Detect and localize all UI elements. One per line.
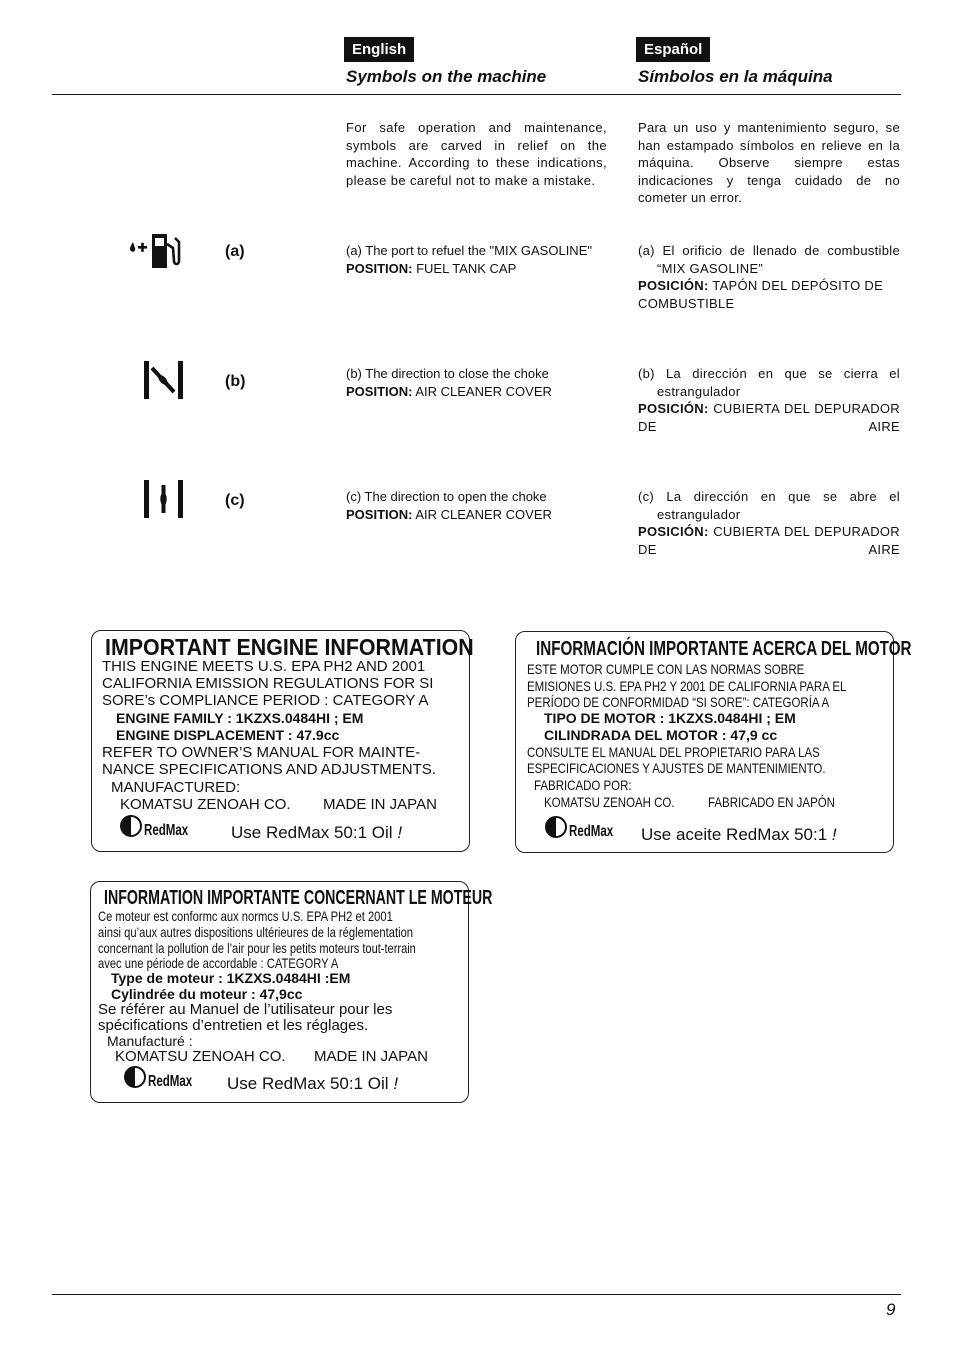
spanish-label-line: ESTE MOTOR CUMPLE CON LAS NORMAS SOBRE [527, 661, 805, 677]
french-label-manufacturer: KOMATSU ZENOAH CO. [115, 1048, 286, 1065]
english-label-line: THIS ENGINE MEETS U.S. EPA PH2 AND 2001 [102, 658, 426, 675]
spanish-language-tag: Español [636, 37, 710, 62]
spanish-label-line: PERÍODO DE CONFORMIDAD “SI SORE”: CATEGORÍA A [527, 694, 830, 710]
french-label-line: spécifications d’entretien et les réglages. [98, 1017, 369, 1034]
english-label-engine-family: ENGINE FAMILY : 1KZXS.0484HI ; EM [116, 710, 364, 726]
symbol-c-label: (c) [225, 492, 245, 509]
english-label-origin: MADE IN JAPAN [323, 796, 437, 813]
spanish-intro: Para un uso y mantenimiento seguro, se han estampado símbolos en relieve en la máquina. Observe siempre estas indicaciones y tenga cuidado de no cometer un error. [638, 120, 900, 205]
english-label-manufacturer: KOMATSU ZENOAH CO. [120, 796, 291, 813]
symbol-a-english-text: (a) The port to refuel the "MIX GASOLINE" POSITION: FUEL TANK CAP [346, 243, 592, 276]
english-label-title: IMPORTANT ENGINE INFORMATION [105, 634, 474, 660]
symbol-a-label: (a) [225, 243, 245, 260]
french-label-origin: MADE IN JAPAN [314, 1048, 428, 1065]
symbol-b-english-text: (b) The direction to close the choke POSITION: AIR CLEANER COVER [346, 366, 552, 399]
english-label-line: MANUFACTURED: [111, 779, 241, 796]
english-section-title: Symbols on the machine [346, 67, 547, 86]
french-label-slogan: Use RedMax 50:1 Oil ! [227, 1074, 399, 1093]
french-label-title: INFORMATION IMPORTANTE CONCERNANT LE MOTEUR [104, 887, 493, 909]
symbol-b-label: (b) [225, 373, 246, 390]
choke-close-icon [143, 360, 185, 400]
fuel-mix-icon [126, 228, 188, 274]
french-label-line: Manufacturé : [107, 1033, 193, 1049]
choke-open-icon [143, 479, 185, 519]
spanish-label-line: ESPECIFICACIONES Y AJUSTES DE MANTENIMIENTO. [527, 760, 826, 776]
spanish-label-displacement: CILINDRADA DEL MOTOR : 47,9 cc [544, 727, 778, 743]
english-language-tag: English [344, 37, 414, 62]
french-label-engine-type: Type de moteur : 1KZXS.0484HI :EM [111, 970, 351, 986]
spanish-label-line: EMISIONES U.S. EPA PH2 Y 2001 DE CALIFORNIA PARA EL [527, 678, 847, 694]
english-engine-label: IMPORTANT ENGINE INFORMATION THIS ENGINE MEETS U.S. EPA PH2 AND 2001 CALIFORNIA EMISSION REGULATIONS FOR SI SORE’s COMPLIANCE PERIOD : CATEGORY A ENGINE FAMILY : 1KZXS.0484HI ; EM ENGINE DISPLACEMENT : 47.9cc REFER TO OWNER’S MANUAL FOR MAINTE- NANCE SPECIFICATIONS AND ADJUSTMENTS. MANUFACTURED: KOMATSU ZENOAH CO. MADE IN JAPAN RedMax Use RedMax 50:1 Oil ! [91, 630, 470, 852]
spanish-label-origin: FABRICADO EN JAPÓN [708, 794, 835, 810]
english-label-line: REFER TO OWNER’S MANUAL FOR MAINTE- [102, 744, 421, 761]
footer-rule [52, 1294, 901, 1295]
spanish-engine-label: INFORMACIÓN IMPORTANTE ACERCA DEL MOTOR ESTE MOTOR CUMPLE CON LAS NORMAS SOBRE EMISIONES U.S. EPA PH2 Y 2001 DE CALIFORNIA PARA EL PERÍODO DE CONFORMIDAD “SI SORE”: CATEGORÍA A TIPO DE MOTOR : 1KZXS.0484HI ; EM CILINDRADA DEL MOTOR : 47,9 cc CONSULTE EL MANUAL DEL PROPIETARIO PARA LAS ESPECIFICACIONES Y AJUSTES DE MANTENIMIENTO. FABRICADO POR: KOMATSU ZENOAH CO. FABRICADO EN JAPÓN RedMax Use aceite RedMax 50:1 ! [515, 631, 894, 853]
symbol-b-spanish-text: (b) La dirección en que se cierra el estrangulador POSICIÓN: CUBIERTA DEL DEPURADOR DE AIRE [638, 366, 900, 434]
english-label-line: NANCE SPECIFICATIONS AND ADJUSTMENTS. [102, 761, 436, 778]
spanish-label-title: INFORMACIÓN IMPORTANTE ACERCA DEL MOTOR [536, 638, 912, 660]
spanish-label-line: CONSULTE EL MANUAL DEL PROPIETARIO PARA LAS [527, 744, 820, 760]
spanish-label-line: FABRICADO POR: [534, 777, 632, 793]
redmax-logo-icon [545, 816, 567, 838]
symbol-c-english-text: (c) The direction to open the choke POSITION: AIR CLEANER COVER [346, 489, 552, 522]
header-rule [52, 94, 901, 95]
french-label-line: Se référer au Manuel de l’utilisateur pour les [98, 1001, 393, 1018]
redmax-logo-icon [120, 815, 142, 837]
french-label-displacement: Cylindrée du moteur : 47,9cc [111, 986, 303, 1002]
french-label-line: Ce moteur est conformc aux normcs U.S. EPA PH2 et 2001 [98, 908, 393, 924]
symbol-a-spanish-text: (a) El orificio de llenado de combustible “MIX GASOLINE” POSICIÓN: TAPÓN DEL DEPÓSITO DE COMBUSTIBLE [638, 243, 900, 311]
spanish-label-manufacturer: KOMATSU ZENOAH CO. [544, 794, 675, 810]
english-label-displacement: ENGINE DISPLACEMENT : 47.9cc [116, 727, 340, 743]
spanish-section-title: Símbolos en la máquina [638, 67, 833, 86]
french-label-line: concernant la pollution de l’air pour les petits moteurs tout-terrain [98, 940, 416, 956]
english-intro: For safe operation and maintenance, symbols are carved in relief on the machine. According to these indications, please be careful not to make a mistake. [346, 120, 607, 188]
english-label-line: SORE’s COMPLIANCE PERIOD : CATEGORY A [102, 692, 429, 709]
french-label-line: avec une période de accordable : CATEGORY A [98, 955, 339, 971]
spanish-label-slogan: Use aceite RedMax 50:1 ! [641, 825, 837, 844]
english-label-slogan: Use RedMax 50:1 Oil ! [231, 823, 403, 842]
page-number: 9 [886, 1300, 896, 1319]
french-label-line: ainsi qu’aux autres dispositions ultérieures de la réglementation [98, 924, 414, 940]
redmax-logo-icon [124, 1066, 146, 1088]
french-engine-label: INFORMATION IMPORTANTE CONCERNANT LE MOTEUR Ce moteur est conformc aux normcs U.S. EPA PH2 et 2001 ainsi qu’aux autres dispositions ultérieures de la réglementation concernant la pollution de l’air pour les petits moteurs tout-terrain avec une période de accordable : CATEGORY A Type de moteur : 1KZXS.0484HI :EM Cylindrée du moteur : 47,9cc Se référer au Manuel de l’utilisateur pour les spécifications d’entretien et les réglages. Manufacturé : KOMATSU ZENOAH CO. MADE IN JAPAN RedMax Use RedMax 50:1 Oil ! [90, 881, 469, 1103]
english-label-line: CALIFORNIA EMISSION REGULATIONS FOR SI [102, 675, 434, 692]
symbol-c-spanish-text: (c) La dirección en que se abre el estrangulador POSICIÓN: CUBIERTA DEL DEPURADOR DE AIRE [638, 489, 900, 557]
spanish-label-engine-type: TIPO DE MOTOR : 1KZXS.0484HI ; EM [544, 710, 796, 726]
